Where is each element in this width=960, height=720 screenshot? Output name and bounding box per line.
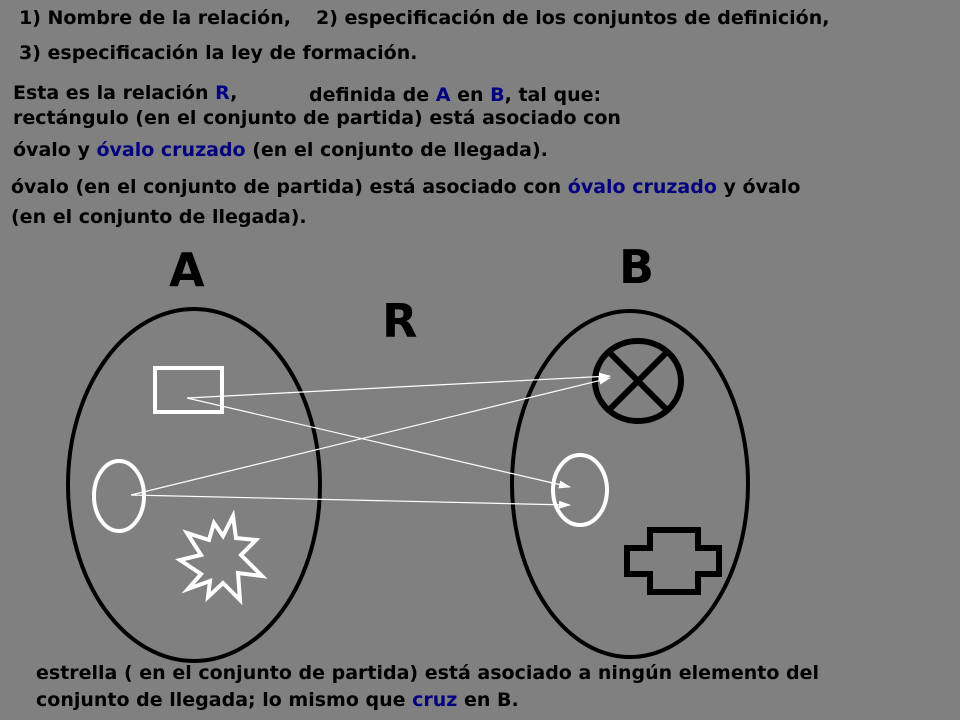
crossed-oval-element xyxy=(595,341,681,421)
tal-que: , tal que: xyxy=(504,84,602,106)
cross-element xyxy=(627,530,719,592)
oval-element-a xyxy=(94,461,144,531)
set-a-ellipse xyxy=(68,309,320,661)
from-set: A xyxy=(435,84,451,106)
rule2-line2: (en el conjunto de llegada). xyxy=(11,206,307,228)
rule1-ovalo: óvalo y xyxy=(13,139,90,161)
intro-text: Esta es la relación xyxy=(13,82,209,104)
rule2-ovalo: óvalo xyxy=(567,176,626,198)
rule1-line1: rectángulo (en el conjunto de partida) está asociado con xyxy=(13,107,621,129)
rule3-line2 xyxy=(36,691,519,710)
oval-element-b xyxy=(553,455,607,525)
comma: , xyxy=(230,82,238,104)
set-b-label: B xyxy=(619,240,655,294)
rule1-ovalo2: óvalo xyxy=(96,139,155,161)
header-item-2: 2) especificación de los conjuntos de definición, xyxy=(316,7,830,29)
relation-name: R xyxy=(215,82,231,104)
en-text: en xyxy=(457,84,484,106)
rectangle-element xyxy=(155,368,222,412)
arrow-oval-to-oval xyxy=(131,495,570,505)
rule2-cruzado: cruzado xyxy=(632,176,717,198)
rule2-end: y óvalo xyxy=(723,176,801,198)
arrow-oval-to-crossed-oval xyxy=(131,378,610,495)
relation-label: R xyxy=(382,294,418,348)
rule1-cruzado: cruzado xyxy=(160,139,246,161)
rule2-start: óvalo (en el conjunto de partida) está asociado con xyxy=(11,176,562,198)
rule3-start: conjunto de llegada; lo mismo que xyxy=(36,689,406,711)
rule3-end: en B. xyxy=(463,689,519,711)
defined-text: definida de xyxy=(309,84,430,106)
arrow-rect-to-oval xyxy=(187,398,570,487)
to-set: B xyxy=(490,84,505,106)
rule3-line1: estrella ( en el conjunto de partida) está asociado a ningún elemento del xyxy=(36,662,819,684)
set-a-label: A xyxy=(169,243,205,297)
header-item-1: 1) Nombre de la relación, xyxy=(19,7,291,29)
header-item-3: 3) especificación la ley de formación. xyxy=(19,42,418,64)
arrow-rect-to-crossed-oval xyxy=(187,376,610,398)
set-b-ellipse xyxy=(512,311,748,657)
star-element xyxy=(180,516,262,600)
rule3-cruz: cruz xyxy=(412,689,458,711)
rule1-rest: (en el conjunto de llegada). xyxy=(252,139,548,161)
